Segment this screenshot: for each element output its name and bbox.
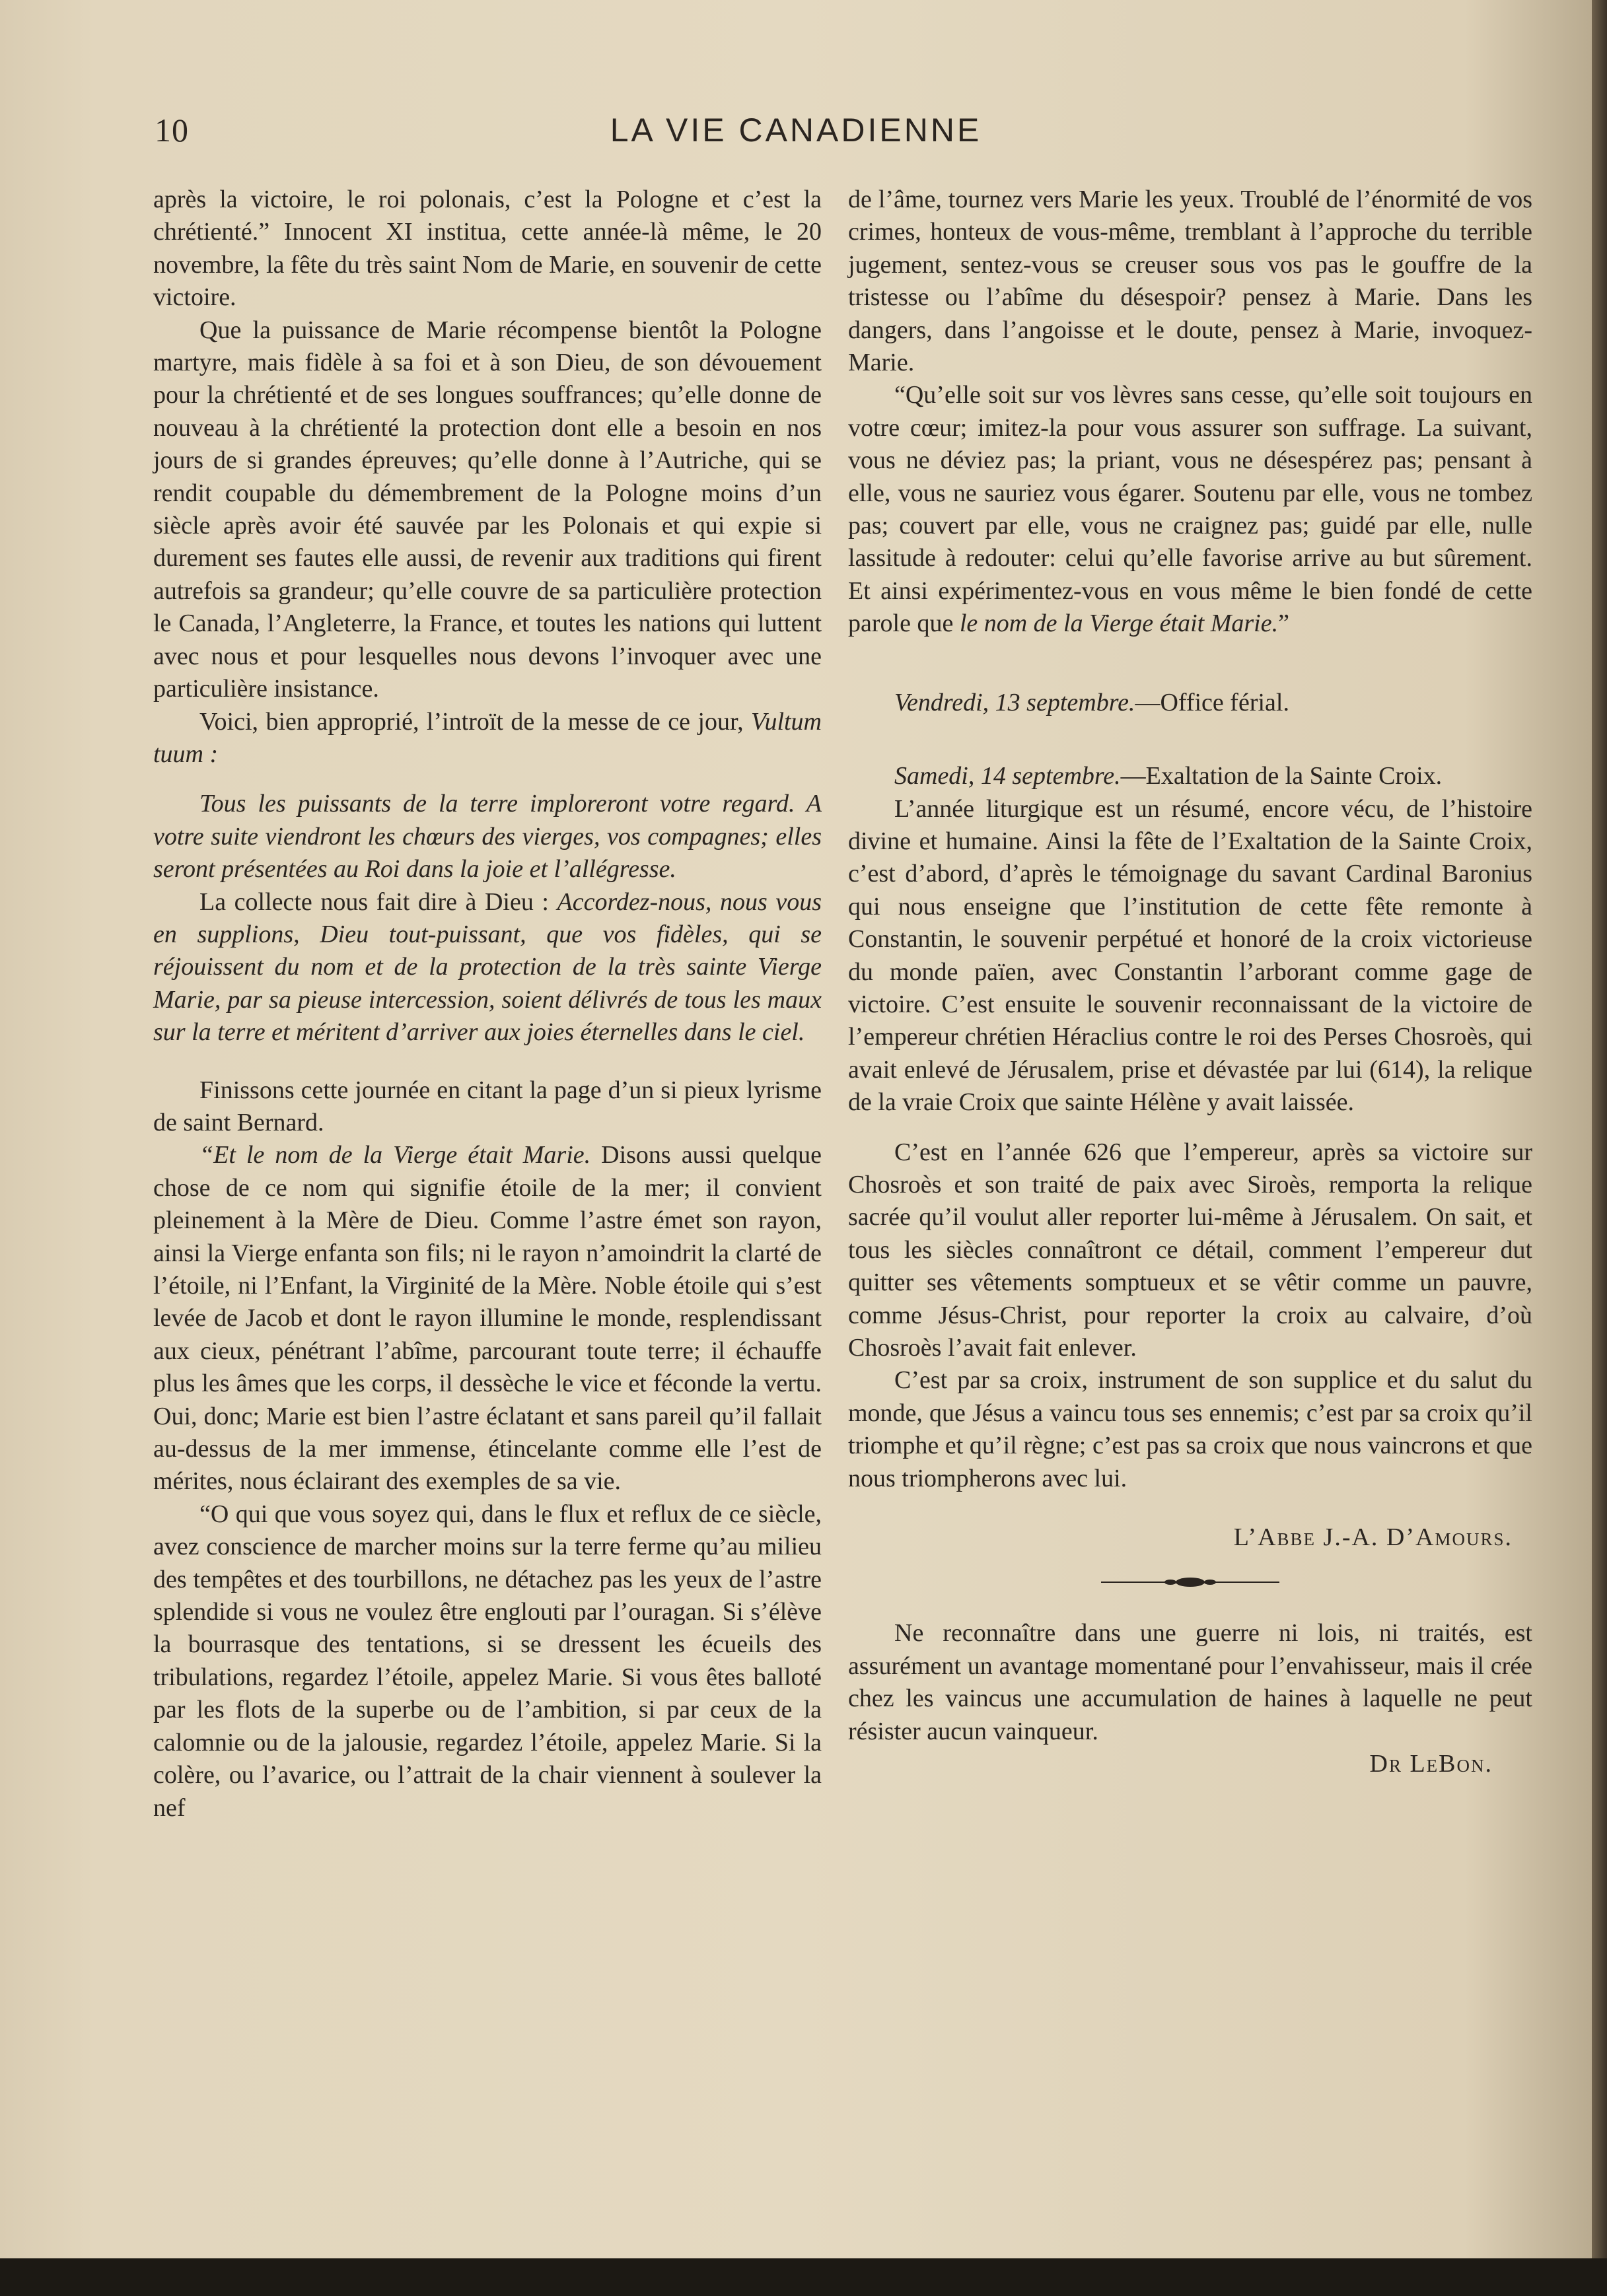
collect-text: Accordez-nous, nous vous en supplions, Dieu tout-puissant, que vos fidèles, qui se réjouissent du nom et de la protection de la très sainte Vierge Marie, par sa pieuse intercession, soient délivrés de tous les maux sur la terre et méritent d’arriver aux joies éternelles dans le ciel. <box>153 887 822 1047</box>
paragraph-text: “Qu’elle soit sur vos lèvres sans cesse, qu’elle soit toujours en votre cœur; imitez-la pour vous assurer son suffrage. La suivant, vous ne déviez pas; la priant, vous ne désespérez pas; pensant à elle, vous ne sauriez vous égarer. Soutenu par elle, vous ne tombez pas; couvert par elle, vous ne craignez pas; guidé par elle, nulle lassitude à redouter: celui qu’elle favorise arrive au but sûrement. Et ainsi expérimentez-vous en vous même le bien fondé de cette parole que <box>848 381 1532 638</box>
running-head-title: LA VIE CANADIENNE <box>610 112 982 149</box>
paragraph <box>848 379 1532 640</box>
page-number: 10 <box>155 112 189 149</box>
paragraph-text: La collecte nous fait dire à Dieu : <box>199 887 557 916</box>
paragraph: C’est en l’année 626 que l’empereur, après sa victoire sur Chosroès et son traité de paix avec Siroès, remporta la relique sacrée qu’il voulut aller reporter lui-même à Jérusalem. On sait, et tous les siècles connaîtront ce détail, comment l’empereur dut quitter ses vêtements somptueux et se vêtir comme un pauvre, comme Jésus-Christ, pour reporter la croix au calvaire, d’où Chosroès l’avait fait enlever. <box>848 1138 1532 1362</box>
paragraph <box>153 886 822 1049</box>
paragraph: après la victoire, le roi polonais, c’est la Pologne et c’est la chrétienté.” Innocent XI institua, cette année-là même, le 20 novembre, la fête du très saint Nom de Marie, en souvenir de cette victoire. <box>153 186 822 312</box>
paragraph: Finissons cette journée en citant la page d’un si pieux lyrisme de saint Bernard. <box>153 1076 822 1136</box>
office-text: —Office férial. <box>1135 688 1289 716</box>
quote-close: ” <box>1278 609 1289 638</box>
paragraph: Que la puissance de Marie récompense bientôt la Pologne martyre, mais fidèle à sa foi et à son Dieu, de son dévouement pour la chrétienté et de ses longues souffrances; qu’elle donne de nouveau à la chrétienté la protection dont elle a besoin en nos jours de si grandes épreuves; qu’elle donne à l’Autriche, qui se rendit coupable du démembrement de la Pologne moins d’un siècle après avoir été sauvée par les Polonais et qui expie si durement ses fautes elle aussi, de revenir aux traditions qui firent autrefois sa grandeur; qu’elle couvre de sa particulière protection le Canada, l’Angleterre, la France, et toutes les nations qui luttent avec nous et pour lesquelles nous devons l’invoquer avec une particulière insistance. <box>153 316 822 703</box>
introit-text: Tous les puissants de la terre imploreront votre regard. A votre suite viendront les chœurs des vierges, vos compagnes; elles seront présentées au Roi dans la joie et l’allégresse. <box>153 790 822 884</box>
paragraph <box>153 706 822 771</box>
right-column <box>848 184 1532 1780</box>
divider-ornament <box>1101 1574 1279 1591</box>
date-entry <box>848 760 1532 792</box>
left-column <box>153 184 822 1825</box>
quote-opening: “Et le nom de la Vierge était Marie. <box>199 1141 591 1169</box>
paragraph-text: Voici, bien approprié, l’introït de la messe de ce jour, <box>199 707 752 736</box>
introit-quote <box>153 788 822 886</box>
paragraph-text: Disons aussi quelque chose de ce nom qui signifie étoile de la mer; il convient pleinement à la Mère de Dieu. Comme l’astre émet son rayon, ainsi la Vierge enfanta son fils; ni le rayon n’amoindrit la clarté de l’étoile, ni l’Enfant, la Virginité de la Mère. Noble étoile qui s’est levée de Jacob et dont le rayon illumine le monde, resplendissant aux cieux, pénétrant l’abîme, parcourant toute terre; il échauffe plus les âmes que les corps, il dessèche le vice et féconde la vertu. Oui, donc; Marie est bien l’astre éclatant et sans pareil qu’il fallait au-dessus de la mer immense, étincelante comme elle l’est de mérites, nous éclairant des exemples de sa vie. <box>153 1141 822 1496</box>
quote-paragraph: Ne reconnaître dans une guerre ni lois, ni traités, est assurément un avantage momentané pour l’envahisseur, mais il crée chez les vaincus une accumulation de haines à laquelle ne peut résister aucun vainqueur. <box>848 1619 1532 1745</box>
paragraph: “O qui que vous soyez qui, dans le flux et reflux de ce siècle, avez conscience de marcher moins sur la terre ferme qu’au milieu des tempêtes et des tourbillons, ne détachez pas les yeux de l’astre splendide si vous ne voulez être englouti par l’ouragan. Si s’élève la bourrasque des tentations, si se dressent les écueils des tribulations, regardez l’étoile, appelez Marie. Si vous êtes balloté par les flots de la superbe ou de l’ambition, si par ceux de la calomnie ou de la jalousie, regardez l’étoile, appelez Marie. Si la colère, ou l’avarice, ou l’attrait de la chair viennent à soulever la nef <box>153 1500 822 1822</box>
scan-bottom-edge <box>0 2258 1607 2296</box>
date-entry <box>848 687 1532 719</box>
quote-italic: le nom de la Vierge était Marie. <box>959 609 1279 638</box>
date-label: Samedi, 14 septembre. <box>894 762 1121 790</box>
feast-text: —Exaltation de la Sainte Croix. <box>1120 762 1443 790</box>
author-signature: L’Abbe J.-A. D’Amours. <box>1233 1523 1513 1552</box>
paragraph <box>153 1139 822 1498</box>
paragraph: L’année liturgique est un résumé, encore vécu, de l’histoire divine et humaine. Ainsi la fête de l’Exaltation de la Sainte Croix, c’est d’abord, d’après le témoignage du savant Cardinal Baronius qui nous enseigne que l’institution de cette fête remonte à Constantin, le souvenir perpétué et honoré de la croix victorieuse du monde païen, avec Constantin l’arborant comme gage de victoire. C’est ensuite le souvenir reconnaissant de la victoire de l’empereur chrétien Héraclius contre le roi des Perses Chosroès, qui avait enlevé de Jérusalem, prise et dévastée par lui (614), la relique de la vraie Croix que sainte Hélène y avait laissée. <box>848 794 1532 1117</box>
paragraph: de l’âme, tournez vers Marie les yeux. Troublé de l’énormité de vos crimes, honteux de vous-même, tremblant à l’approche du terrible jugement, sentez-vous se creuser sous vos pas le gouffre de la tristesse ou l’abîme du désespoir? pensez à Marie. Dans les dangers, dans l’angoisse et le doute, pensez à Marie, invoquez-Marie. <box>848 186 1532 377</box>
date-label: Vendredi, 13 septembre. <box>894 688 1135 716</box>
page-edge <box>1592 0 1607 2258</box>
paragraph: C’est par sa croix, instrument de son supplice et du salut du monde, que Jésus a vaincu tous ses ennemis; c’est par sa croix qu’il triomphe et qu’il règne; c’est pas sa croix que nous vaincrons et que nous triompherons avec lui. <box>848 1366 1532 1492</box>
quote-author: Dr LeBon. <box>1369 1750 1493 1778</box>
latin-title: Vultum tuum : <box>153 707 822 768</box>
